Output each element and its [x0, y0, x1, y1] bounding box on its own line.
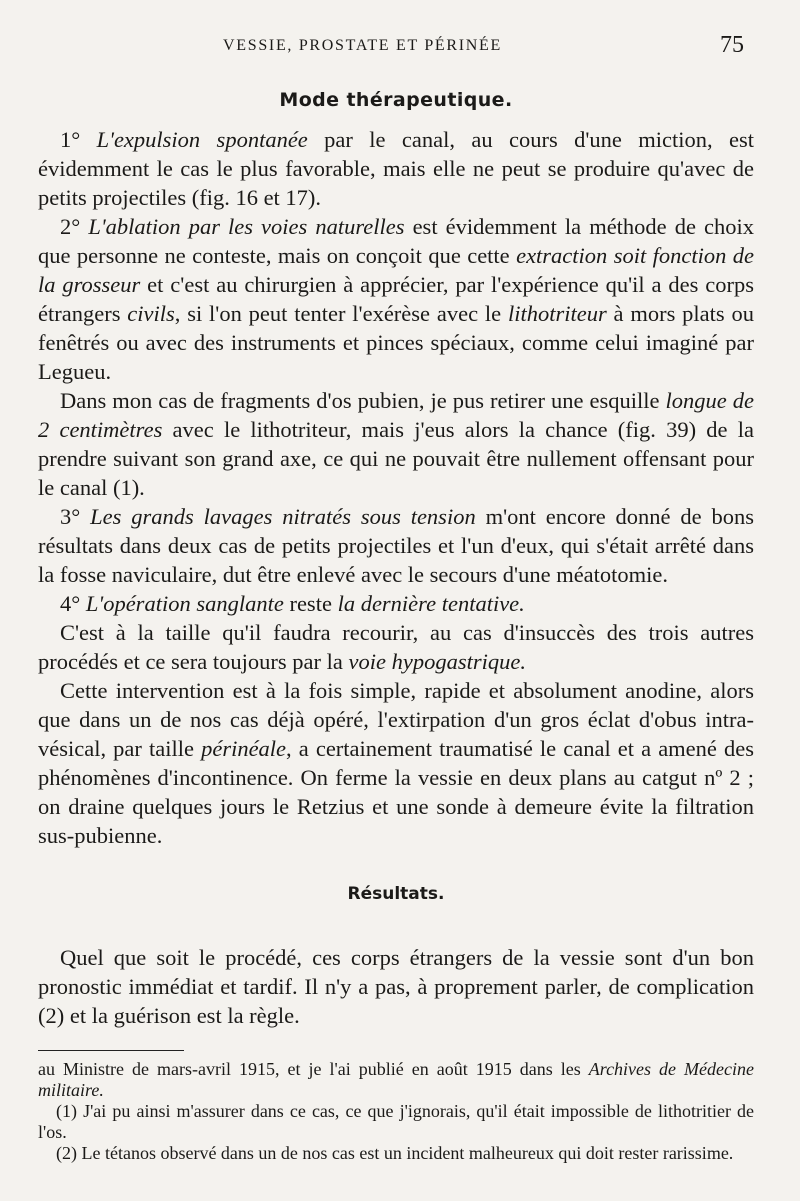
paragraph-text: C'est à la taille qu'il faudra recourir, au cas d'insuccès des trois autres procédés et ce sera toujours par la: [38, 620, 754, 674]
paragraph-text: Dans mon cas de fragments d'os pubien, je pus retirer une esquille: [60, 388, 666, 413]
paragraph-text: est évidemment la méthode de choix que personne ne conteste, mais on conçoit que cette: [38, 214, 755, 268]
emphasis-text: Archives de Médecine militaire.: [38, 1059, 754, 1100]
running-title: VESSIE, PROSTATE ET PÉRINÉE: [223, 37, 503, 54]
section-title-therapeutic: Mode thérapeutique.: [279, 89, 513, 111]
paragraph-intervention: [38, 676, 754, 850]
paragraph-text: reste: [283, 591, 338, 616]
paragraph-bone-fragment-case: [38, 386, 754, 502]
paragraph-text: m'ont encore donné de bons résultats dans deux cas de petits projectiles et l'un d'eux, qui s'était arrêté dans la fosse naviculaire, dut être enlevé avec le secours d'une méatotomie.: [38, 504, 755, 587]
emphasis-text: la dernière tentative.: [337, 591, 525, 616]
paragraph-text: par le canal, au cours d'une miction, est évidemment le cas le plus favorable, mais elle ne peut se produire qu'avec de petits projectiles (fig. 16 et 17).: [38, 127, 754, 210]
paragraph-number: 1°: [60, 127, 97, 152]
paragraph-bloody-operation: [38, 589, 754, 618]
emphasis-text: L'opération sanglante: [85, 591, 284, 616]
footnote-2: [38, 1143, 754, 1164]
emphasis-text: Les grands lavages nitratés sous tension: [90, 504, 476, 529]
paragraph-number: 2°: [60, 214, 89, 239]
emphasis-text: voie hypogastrique.: [348, 649, 526, 674]
paragraph-number: 3°: [60, 504, 91, 529]
paragraph-nitrate-washes: [38, 502, 754, 589]
paragraph-number: 4°: [60, 591, 86, 616]
paragraph-text: et c'est au chirurgien à apprécier, par l'expérience qu'il a des corps étrangers: [38, 272, 754, 326]
footnote-1: [38, 1101, 754, 1143]
paragraph-incision: [38, 618, 754, 676]
emphasis-text: périnéale: [201, 736, 287, 761]
paragraph-spontaneous-expulsion: [38, 125, 754, 212]
emphasis-text: L'expulsion spontanée: [96, 127, 308, 152]
emphasis-text: extraction soit fonction de la grosseur: [38, 243, 754, 297]
emphasis-text: L'ablation par les voies naturelles: [88, 214, 405, 239]
paragraph-natural-removal: [38, 212, 754, 386]
paragraph-results: [38, 943, 754, 1030]
paragraph-text: , a certainement traumatisé le canal et a amené des phénomènes d'incontinence. On ferme la vessie en deux plans au catgut nº 2 ; on draine quelques jours le Retzius et une sonde à demeure évite la filtration sus-pubienne.: [38, 736, 754, 848]
footnote-text: (2) Le tétanos observé dans un de nos cas est un incident malheureux qui doit rester rarissime.: [56, 1143, 734, 1163]
paragraph-text: Quel que soit le procédé, ces corps étrangers de la vessie sont d'un bon pronostic immédiat et tardif. Il n'y a pas, à proprement parler, de complication (2) et la guérison est la règle.: [38, 945, 754, 1028]
paragraph-text: à mors plats ou fenêtrés ou avec des instruments et pinces spéciaux, comme celui imaginé par Legueu.: [38, 301, 754, 384]
footnote-continued: [38, 1059, 754, 1101]
footnotes: [38, 1059, 754, 1164]
section-title-results: Résultats.: [347, 884, 445, 904]
paragraph-text: Cette intervention est à la fois simple, rapide et absolument anodine, alors que dans un de nos cas déjà opéré, l'extirpation d'un gros éclat d'obus intra-vésical, par taille: [38, 678, 754, 761]
paragraph-text: avec le lithotriteur, mais j'eus alors la chance (fig. 39) de la prendre suivant son grand axe, ce qui ne pouvait être nullement offensant pour le canal (1).: [38, 417, 754, 500]
footnote-text: (1) J'ai pu ainsi m'assurer dans ce cas, ce que j'ignorais, qu'il était impossible de lithotritier de l'os.: [38, 1101, 754, 1142]
main-text: [38, 125, 754, 1030]
emphasis-text: lithotriteur: [507, 301, 607, 326]
running-header: [38, 32, 754, 72]
paragraph-text: , si l'on peut tenter l'exérèse avec le: [174, 301, 508, 326]
emphasis-text: civils: [127, 301, 175, 326]
footnote-text: au Ministre de mars-avril 1915, et je l'ai publié en août 1915 dans les: [38, 1059, 589, 1079]
page-number: 75: [720, 32, 744, 58]
footnote-divider: [38, 1050, 184, 1051]
emphasis-text: longue de 2 centimètres: [38, 388, 754, 442]
